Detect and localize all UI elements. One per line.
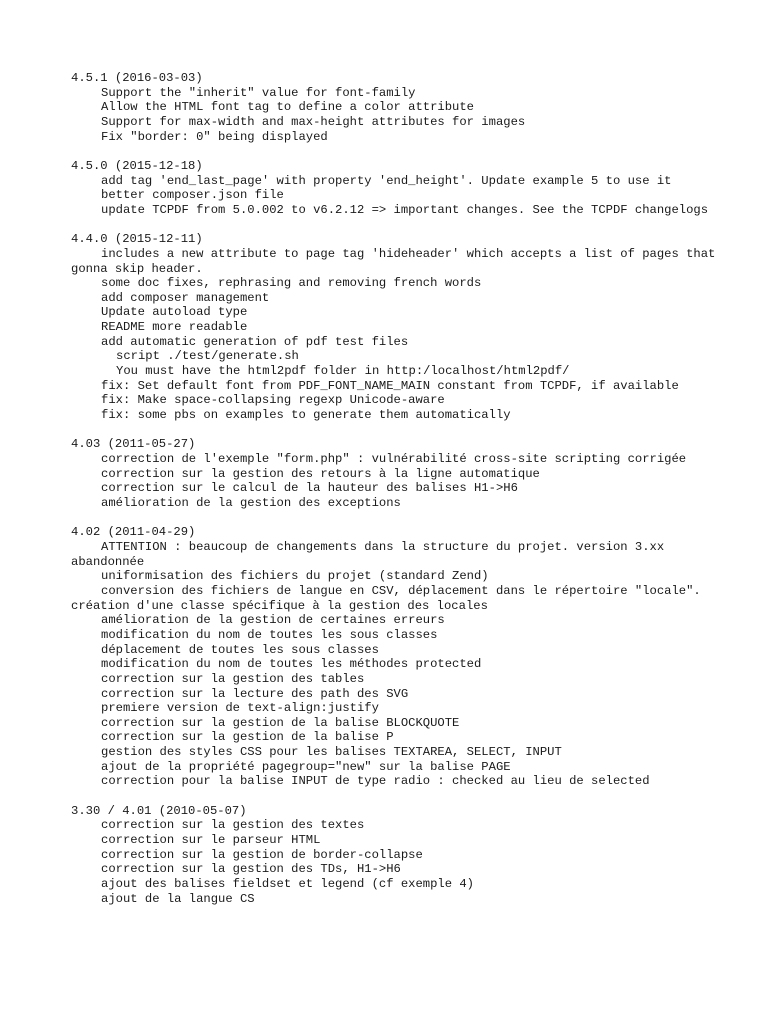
changelog-entry: modification du nom de toutes les sous classes bbox=[101, 627, 438, 642]
changelog-entry: ajout de la langue CS bbox=[101, 891, 255, 906]
version-heading: 4.03 (2011-05-27) bbox=[71, 437, 196, 452]
changelog-entry: includes a new attribute to page tag 'hideheader' which accepts a list of pages that gonna skip header. bbox=[71, 246, 723, 276]
changelog-section bbox=[71, 525, 731, 789]
changelog-entry: amélioration de la gestion des exceptions bbox=[101, 495, 401, 510]
changelog-entry: modification du nom de toutes les méthodes protected bbox=[101, 657, 482, 672]
changelog-entry: some doc fixes, rephrasing and removing french words bbox=[101, 276, 482, 291]
changelog-document bbox=[71, 71, 731, 921]
changelog-section bbox=[71, 71, 731, 144]
changelog-entry: update TCPDF from 5.0.002 to v6.2.12 => important changes. See the TCPDF changelogs bbox=[101, 202, 709, 217]
changelog-entry: correction sur la gestion de la balise BLOCKQUOTE bbox=[101, 715, 460, 730]
changelog-entry: correction sur la gestion des tables bbox=[101, 671, 365, 686]
changelog-entry: ATTENTION : beaucoup de changements dans la structure du projet. version 3.xx abandonnée bbox=[71, 539, 672, 569]
changelog-entry: correction de l'exemple "form.php" : vulnérabilité cross-site scripting corrigée bbox=[101, 452, 687, 467]
changelog-entry: Support the "inherit" value for font-family bbox=[101, 85, 416, 100]
changelog-entry: correction sur la gestion de la balise P bbox=[101, 730, 394, 745]
version-heading: 3.30 / 4.01 (2010-05-07) bbox=[71, 803, 247, 818]
version-heading: 4.4.0 (2015-12-11) bbox=[71, 232, 203, 247]
changelog-subentry: You must have the html2pdf folder in http:/localhost/html2pdf/ bbox=[116, 364, 570, 379]
changelog-entry: correction sur la gestion des TDs, H1->H6 bbox=[101, 862, 401, 877]
changelog-entry: Allow the HTML font tag to define a color attribute bbox=[101, 100, 474, 115]
changelog-entry: correction sur le parseur HTML bbox=[101, 833, 321, 848]
changelog-entry: amélioration de la gestion de certaines erreurs bbox=[101, 613, 445, 628]
version-heading: 4.02 (2011-04-29) bbox=[71, 525, 196, 540]
changelog-entry: fix: Set default font from PDF_FONT_NAME_MAIN constant from TCPDF, if available bbox=[101, 378, 679, 393]
changelog-entry: conversion des fichiers de langue en CSV, déplacement dans le répertoire "locale". création d'une classe spécifique à la gestion des locales bbox=[71, 583, 709, 613]
changelog-entry: better composer.json file bbox=[101, 188, 284, 203]
changelog-entry: correction sur la lecture des path des SVG bbox=[101, 686, 409, 701]
changelog-entry: correction sur le calcul de la hauteur des balises H1->H6 bbox=[101, 481, 518, 496]
version-heading: 4.5.0 (2015-12-18) bbox=[71, 158, 203, 173]
changelog-entry: add tag 'end_last_page' with property 'end_height'. Update example 5 to use it bbox=[101, 173, 672, 188]
changelog-entry: add composer management bbox=[101, 290, 270, 305]
changelog-section bbox=[71, 232, 731, 423]
changelog-entry: Support for max-width and max-height attributes for images bbox=[101, 114, 526, 129]
changelog-entry: correction sur la gestion des textes bbox=[101, 818, 365, 833]
changelog-entry: ajout de la propriété pagegroup="new" sur la balise PAGE bbox=[101, 759, 511, 774]
changelog-entry: Fix "border: 0" being displayed bbox=[101, 129, 328, 144]
changelog-entry: uniformisation des fichiers du projet (standard Zend) bbox=[101, 569, 489, 584]
changelog-entry: correction sur la gestion des retours à la ligne automatique bbox=[101, 466, 540, 481]
changelog-section bbox=[71, 804, 731, 907]
changelog-entry: correction pour la balise INPUT de type radio : checked au lieu de selected bbox=[101, 774, 650, 789]
version-heading: 4.5.1 (2016-03-03) bbox=[71, 71, 203, 85]
changelog-entry: README more readable bbox=[101, 320, 248, 335]
changelog-entry: fix: Make space-collapsing regexp Unicode-aware bbox=[101, 393, 445, 408]
changelog-entry: déplacement de toutes les sous classes bbox=[101, 642, 379, 657]
changelog-entry: premiere version de text-align:justify bbox=[101, 701, 379, 716]
changelog-entry: gestion des styles CSS pour les balises TEXTAREA, SELECT, INPUT bbox=[101, 745, 562, 760]
changelog-entry: correction sur la gestion de border-collapse bbox=[101, 847, 423, 862]
changelog-entry: fix: some pbs on examples to generate them automatically bbox=[101, 408, 511, 423]
changelog-subentry: script ./test/generate.sh bbox=[116, 349, 299, 364]
changelog-section bbox=[71, 159, 731, 218]
changelog-entry: add automatic generation of pdf test files bbox=[101, 334, 409, 349]
changelog-entry: Update autoload type bbox=[101, 305, 248, 320]
changelog-entry: ajout des balises fieldset et legend (cf exemple 4) bbox=[101, 877, 474, 892]
changelog-section bbox=[71, 437, 731, 510]
